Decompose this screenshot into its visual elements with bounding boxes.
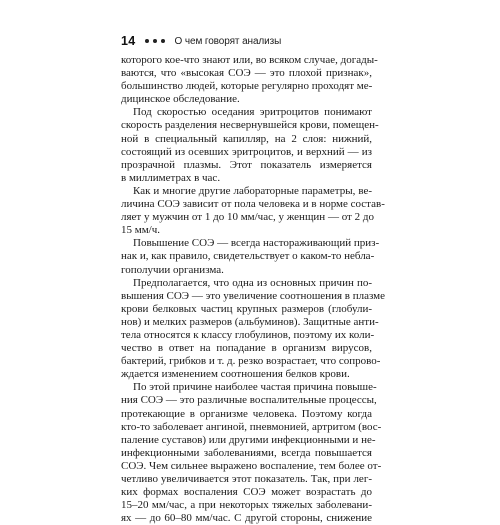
running-header [121, 33, 281, 49]
text-line: бактерий, грибков и т. д. резко возрастает, что сопрово- [121, 355, 381, 368]
text-line: протекающие в организме человека. Поэтому когда [121, 407, 372, 420]
text-line: большинство людей, которые регулярно проходят ме- [121, 80, 373, 93]
text-line: По этой причине наиболее частая причина повыше- [133, 381, 377, 394]
dot-icon [161, 39, 165, 43]
ornament-dots [145, 39, 169, 43]
text-line: кто-то заболевает ангиной, пневмонией, артритом (вос- [121, 420, 382, 433]
paragraph [121, 276, 386, 382]
text-line: ляет у мужчин от 1 до 10 мм/час, у женщин — от 2 до [121, 211, 374, 224]
paragraph [121, 381, 382, 525]
text-line: 15 мм/ч. [121, 224, 161, 237]
text-line: чество в ответ на попадание в организм вирусов, [121, 342, 372, 355]
text-line: скорость разделения несвернувшейся крови, помещен- [121, 119, 379, 132]
text-line: ной в специальный капилляр, на 2 слоя: нижний, [121, 132, 372, 145]
text-line: ких формах воспаления СОЭ может возрастать до [121, 486, 372, 499]
dot-icon [145, 39, 149, 43]
text-line: четливо увеличивается этот показатель. Так, при лег- [121, 473, 372, 485]
text-line: Как и многие другие лабораторные параметры, ве- [133, 184, 372, 197]
body-text [121, 54, 386, 525]
text-line: Повышение СОЭ — всегда настораживающий приз- [133, 237, 380, 250]
text-line: инфекционными заболеваниями, всегда повышается [121, 446, 372, 459]
text-line: ях — до 60–80 мм/час. С другой стороны, снижение [121, 512, 372, 525]
text-line: нак и, как правило, свидетельствует о каком-то небла- [121, 250, 375, 263]
text-line: нов) и мелких размеров (альбуминов). Защитные анти- [121, 315, 379, 328]
text-line: вышения СОЭ — это увеличение соотношения в плазме [121, 289, 386, 302]
paragraph [121, 184, 385, 237]
text-line: ния СОЭ — это различные воспалительные процессы, [121, 394, 377, 407]
text-line: гополучии организма. [121, 263, 224, 276]
text-line: Под скоростью оседания эритроцитов понимают [133, 106, 372, 119]
paragraph [121, 237, 380, 276]
text-line: дицинское обследование. [121, 93, 240, 106]
dot-icon [153, 39, 157, 43]
text-line: СОЭ. Чем сильнее выражено воспаление, тем более от- [121, 459, 382, 472]
text-line: состоящий из осевших эритроцитов, и верхний — из [121, 145, 372, 158]
text-line: тела относятся к классу глобулинов, поэтому их коли- [121, 328, 375, 341]
text-line: личина СОЭ зависит от пола человека и в норме состав- [121, 198, 385, 211]
page-number: 14 [121, 34, 136, 48]
text-line: Предполагается, что одна из основных причин по- [133, 276, 372, 289]
text-line: в миллиметрах в час. [121, 171, 221, 184]
text-line: паление суставов) или другими инфекционными и не- [121, 433, 376, 446]
text-line: ждается изменением соотношения белков крови. [121, 368, 350, 381]
text-line: ваются, что «высокая СОЭ — это плохой признак», [121, 67, 372, 80]
text-line: 15–20 мм/час, а при некоторых тяжелых заболевани- [121, 499, 372, 512]
paragraph [121, 106, 379, 185]
text-line: которого кое-что знают или, во всяком случае, догады- [121, 54, 378, 66]
running-title: О чем говорят анализы [174, 35, 282, 47]
text-line: прозрачной плазмы. Этот показатель измеряется [121, 158, 372, 171]
paragraph [121, 54, 378, 106]
text-line: крови белковых частиц крупных размеров (глобули- [121, 302, 372, 315]
